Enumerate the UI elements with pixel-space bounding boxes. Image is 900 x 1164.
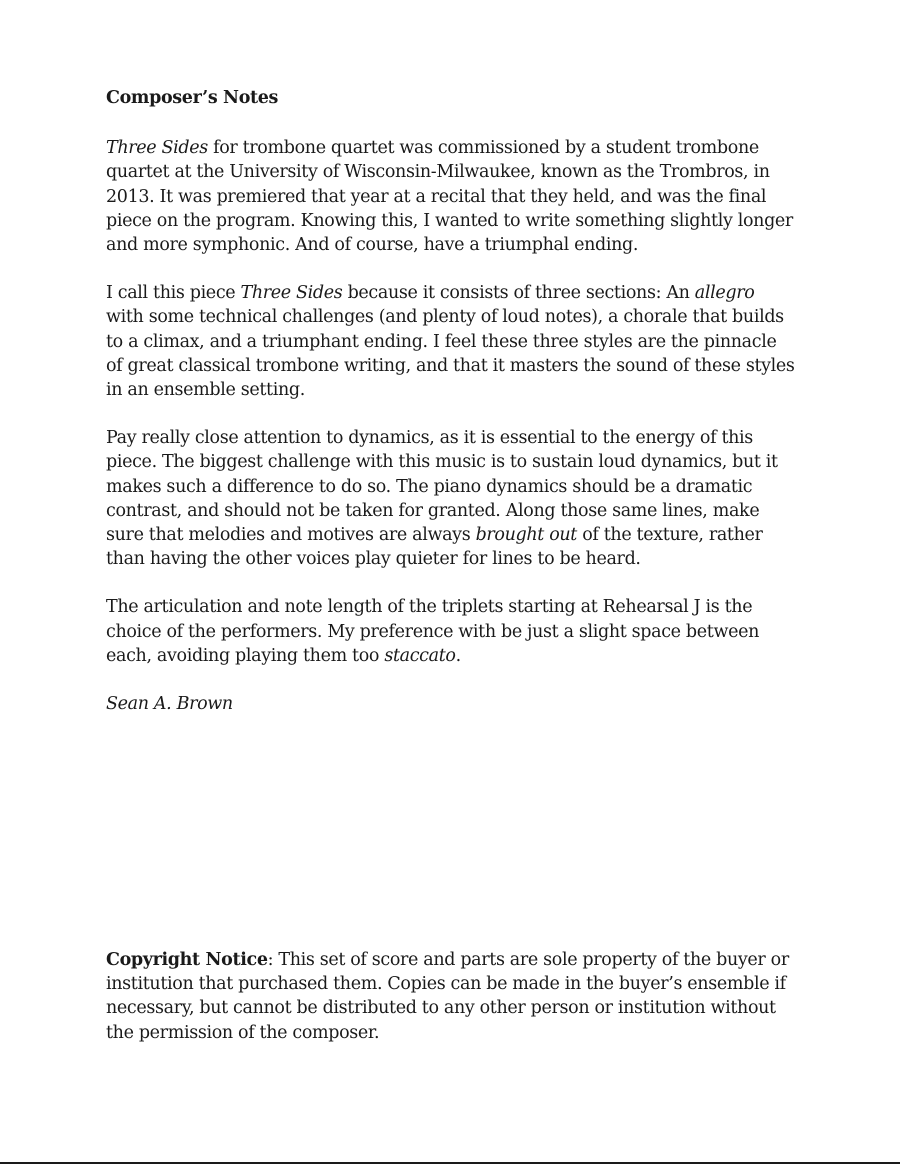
paragraph-4-text-a: The articulation and note length of the triplets starting at Rehearsal J is the choice of the performers. My preference with be just a slight space between each, avoiding playing them too — [106, 597, 760, 666]
paragraph-2-text-c: with some technical challenges (and plenty of loud notes), a chorale that builds to a climax, and a triumphant ending. I feel these three styles are the pinnacle of great classical trombone writing, and that it masters the sound of these styles in an ensemble setting. — [106, 307, 795, 401]
copyright-notice — [106, 948, 796, 1045]
paragraph-2-text-b: because it consists of three sections: An — [342, 283, 695, 304]
notes-paragraph-4 — [106, 595, 796, 668]
tempo-term: allegro — [694, 283, 755, 304]
articulation-term: staccato — [384, 645, 456, 666]
paragraph-1-text: for trombone quartet was commissioned by a student trombone quartet at the University of Wisconsin-Milwaukee, known as the Trombros, in 2013. It was premiered that year at a recital that they held, and was the final piece on the program. Knowing this, I wanted to write something slightly longer and more symphonic. And of course, have a triumphal ending. — [106, 138, 793, 256]
copyright-label: Copyright Notice — [106, 950, 268, 970]
paragraph-3-text-b: of the texture, rather than having the other voices play quieter for lines to be heard. — [106, 525, 763, 570]
composers-notes-page — [106, 86, 796, 716]
paragraph-3-text-a: Pay really close attention to dynamics, as it is essential to the energy of this piece. The biggest challenge with this music is to sustain loud dynamics, but it makes such a difference to do so. The piano dynamics should be a dramatic contrast, and should not be taken for granted. Along those same lines, make sure that melodies and motives are always — [106, 428, 778, 546]
composer-signature: Sean A. Brown — [106, 694, 233, 715]
emphasis-text: brought out — [475, 525, 577, 546]
copyright-text: : This set of score and parts are sole property of the buyer or institution that purchased them. Copies can be made in the buyer’s ensemble if necessary, but cannot be distributed to any other person or institution without the permission of the composer. — [106, 950, 789, 1043]
paragraph-4-text-b: . — [455, 645, 461, 666]
piece-title: Three Sides — [106, 138, 208, 159]
notes-paragraph-2 — [106, 281, 796, 402]
paragraph-2-text-a: I call this piece — [106, 283, 241, 304]
notes-paragraph-3 — [106, 426, 796, 571]
page-title: Composer’s Notes — [106, 88, 279, 108]
notes-paragraph-1 — [106, 136, 796, 257]
piece-title: Three Sides — [240, 283, 343, 304]
